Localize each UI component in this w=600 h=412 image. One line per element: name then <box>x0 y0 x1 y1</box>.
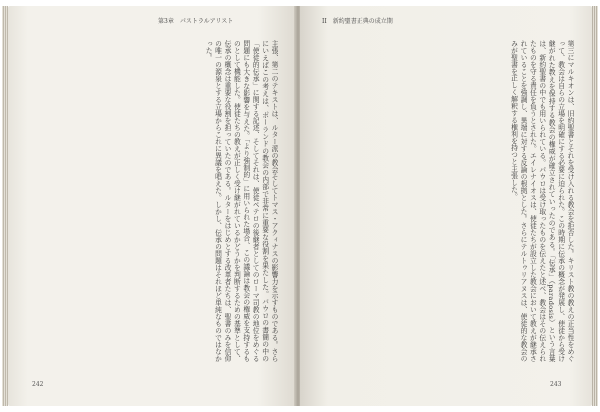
right-body-text: 第三にマルキオンは、旧約聖書とそれを受け入れる教会を拒否した。キリスト教の教えの正当性をめぐって、教会は自らの立場を明確にする必要に迫られた。この時期に伝承の概念が発展し、使徒から受け継がれた教えを保持する教会の権威が確立されていったのである。「伝承」（paradosis）という言葉は、新約聖書の中でも用いられている。パウロは受け取ったものを伝えたと述べ、教会はその伝えられたものを守る責任を負うとされた。エイレナイオスは、使徒たちが設立した教会において教えが継承されていることを強調し、異端に対する反論の根拠とした。さらにテルトゥリアヌスは、使徒的な教会のみが聖書を正しく解釈する権利を持つと主張した。 <box>509 40 574 362</box>
left-body-text: 主張、第二のテキストは、ルター派の教会そしてトマス・アクィナスの影響力を示すものである。さらにいえばこの考えは、ポーランドの教会の内部で非常に重要な役割を果たした。バウロの書簡の中の「使徒的伝承」に関する記述、そしてそれは、使徒ペテロの後継者としてのローマ司教の地位をめぐる問題にも大きな影響を与えた。「より強制的」に用いられた場合、この議論は教会の権威を支持するものとして機能した。使徒たちの教えが正しく受け継がれているかどうかを判断するための基準として、伝承の概念は重要な役割を担っていたのである。ルターをはじめとする改革者たちは、聖書のみを信仰の唯一の源泉とする立場からこれに異議を唱えた。しかし、伝承の問題はそれほど単純なものではなかった。 <box>204 40 278 362</box>
left-running-head: 第3章 パストラルアリスト <box>158 18 234 25</box>
right-page-edge <box>592 6 598 406</box>
open-book <box>8 6 592 406</box>
right-running-head: II 新約聖書正典の成立期 <box>322 18 393 25</box>
right-page <box>300 6 592 406</box>
right-page-number: 243 <box>550 381 562 388</box>
left-page <box>8 6 296 406</box>
left-page-number: 242 <box>32 381 44 388</box>
